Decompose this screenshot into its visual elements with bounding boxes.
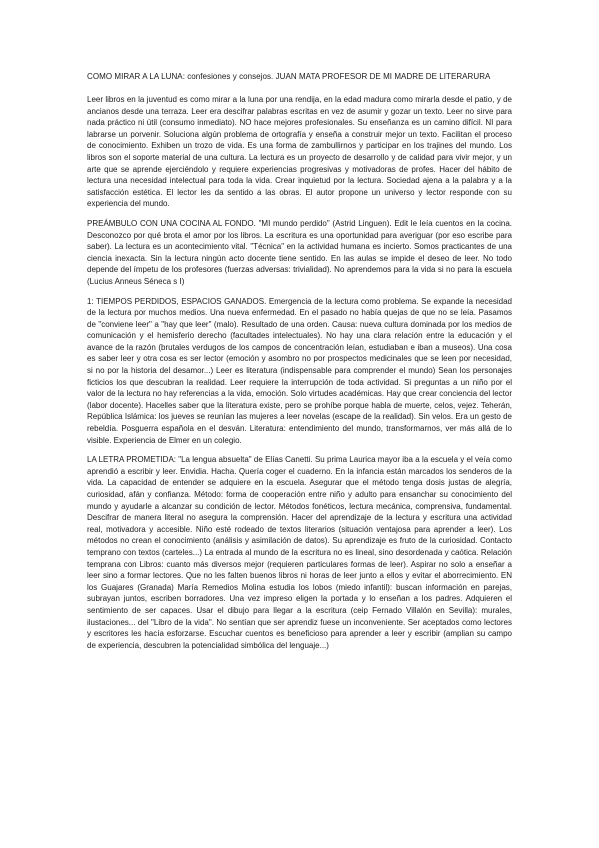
paragraph-preambulo: PREÁMBULO CON UNA COCINA AL FONDO. "MI mundo perdido" (Astrid Linguen). Edit le leía cuentos en la cocina. Desconozco por qué brota el amor por los libros. La escritura es una oportunidad para averiguar (por eso escribe para saber). La lectura es un acontecimiento vital. "Técnica" en la actividad humana es incierto. Somos practicantes de una ciencia inexacta. Sin la lectura ningún acto docente tiene sentido. En las aulas se impide el deseo de leer. No todo depende del ímpetu de los profesores (fuerzas adversas: trivialidad). No aprendemos para la vida si no para la escuela (Lucius Anneus Séneca s I) <box>87 218 512 286</box>
document-body <box>87 71 512 659</box>
paragraph-letra-prometida: LA LETRA PROMETIDA: "La lengua absuelta" de Elías Canetti. Su prima Laurica mayor iba a la escuela y el veía como aprendió a escribir y leer. Envidia. Hacha. Quería coger el cuaderno. En la infancia están marcados los senderos de la vida. La capacidad de entender se adquiere en la escuela. Asegurar que el método tenga dosis justas de alegría, curiosidad, afán y confianza. Método: forma de cooperación entre niño y adulto para ensanchar su conocimiento del mundo y ayudarle a alcanzar su condición de lector. Métodos fonéticos, lectura mecánica, comprensiva, fundamental. Descifrar de manera literal no asegura la comprensión. Hacer del aprendizaje de la lectura y escritura una actividad real, motivadora y accesible. Niño esté rodeado de textos literarios (situación ventajosa para aprender a leer). Los métodos no crean el conocimiento (análisis y asimilación de datos). Su aprendizaje es fruto de la curiosidad. Contacto temprano con textos (carteles...) La entrada al mundo de la escritura no es lineal, sino desordenada y caótica. Relación temprana con Libros: cuanto más diversos mejor (requieren particulares formas de leer). Aspirar no solo a enseñar a leer sino a formar lectores. Que no les falten buenos libros ni horas de leer junto a ellos y evitar el aborrecimiento. EN los Guajares (Granada) María Remedios Molina estudia los lobos (miedo infantil): buscan información en parejas, subrayan juntos, escriben borradores. Una vez impreso eligen la portada y lo enseñan a los padres. Adquieren el sentimiento de ser capaces. Usar el dibujo para llegar a la escritura (ceip Fernado Villalón en Sevilla): murales, ilustaciones... del "Libro de la vida". No sentían que ser aprendiz fuese un inconveniente. Ser aceptados como lectores y escritores les hacía esforzarse. Escuchar cuentos es beneficioso para aprender a leer y escribir (amplian su campo de experiencia, descubren la potencialidad simbólica del lenguaje...) <box>87 455 512 650</box>
document-title: COMO MIRAR A LA LUNA: confesiones y consejos. JUAN MATA PROFESOR DE MI MADRE DE LITERARURA <box>87 72 491 81</box>
paragraph-intro: Leer libros en la juventud es como mirar a la luna por una rendija, en la edad madura como mirarla desde el patio, y de ancianos desde una terraza. Leer era descifrar palabras escritas en vez de asumir y gozar un texto. Leer no sirve para nada práctico ni útil (consumo inmediato). NO hace mejores profesionales. Su enseñanza es un camino difícil. NI para labrarse un porvenir. Soluciona algún problema de ortografía y enseña a construir mejor un texto. Facilitan el proceso de conocimiento. Exhiben un trozo de vida. Es una forma de zambullirnos y participar en los trajines del mundo. Los libros son el soporte material de una cultura. La lectura es un proyecto de desarrollo y de calidad para vivir mejor, y un arte que se aprende ejerciéndolo y requiere experiencias progresivas y motivadoras de profes. Hacer del hábito de lectura una necesidad intelectual para toda la vida. Crear inquietud por la lectura. Sociedad ajena a la palabra y a la satisfacción estética. El lector les da sentido a las obras. El autor propone un universo y lector responde con su experiencia del mundo. <box>87 95 512 209</box>
paragraph-tiempos-perdidos: 1: TIEMPOS PERDIDOS, ESPACIOS GANADOS. Emergencia de la lectura como problema. Se expande la necesidad de la lectura por muchos medios. Una nueva enfermedad. En el pasado no había quejas de que no se leía. Pasamos de "conviene leer" a "hay que leer" (malo). Resultado de una orden. Causa: nueva cultura dominada por los medios de comunicación y el hemisferio derecho (facultades intelectuales). No hay una clara relación entre la educación y el avance de la razón (brutales verdugos de los campos de concentración leían, estudiaban e iban a museos). Una cosa es saber leer y otra cosa es ser lector (emoción y asombro no por prospectos medicinales que se leen por necesidad, si no por la historia del desamor...) Leer es literatura (indispensable para comprender el mundo) Sean los personajes ficticios los que descubran la realidad. Leer requiere la interrupción de toda actividad. Si preguntas a un niño por el valor de la lectura no hay referencias a la vida, emoción. Solo virtudes académicas. Hay que crear conciencia del lector (labor docente). Hacelles saber que la literatura existe, pero se prohíbe porque habla de muerte, celos, vejez. Teherán, República Islámica: los jueves se reunían las mujeres a leer novelas (escape de la realidad). Sin velos. Era un gesto de rebeldía. Posguerra española en el desván. Literatura: entendimiento del mundo, transformarnos, ver más allá de lo visible. Experiencia de Elmer en un colegio. <box>87 296 512 445</box>
